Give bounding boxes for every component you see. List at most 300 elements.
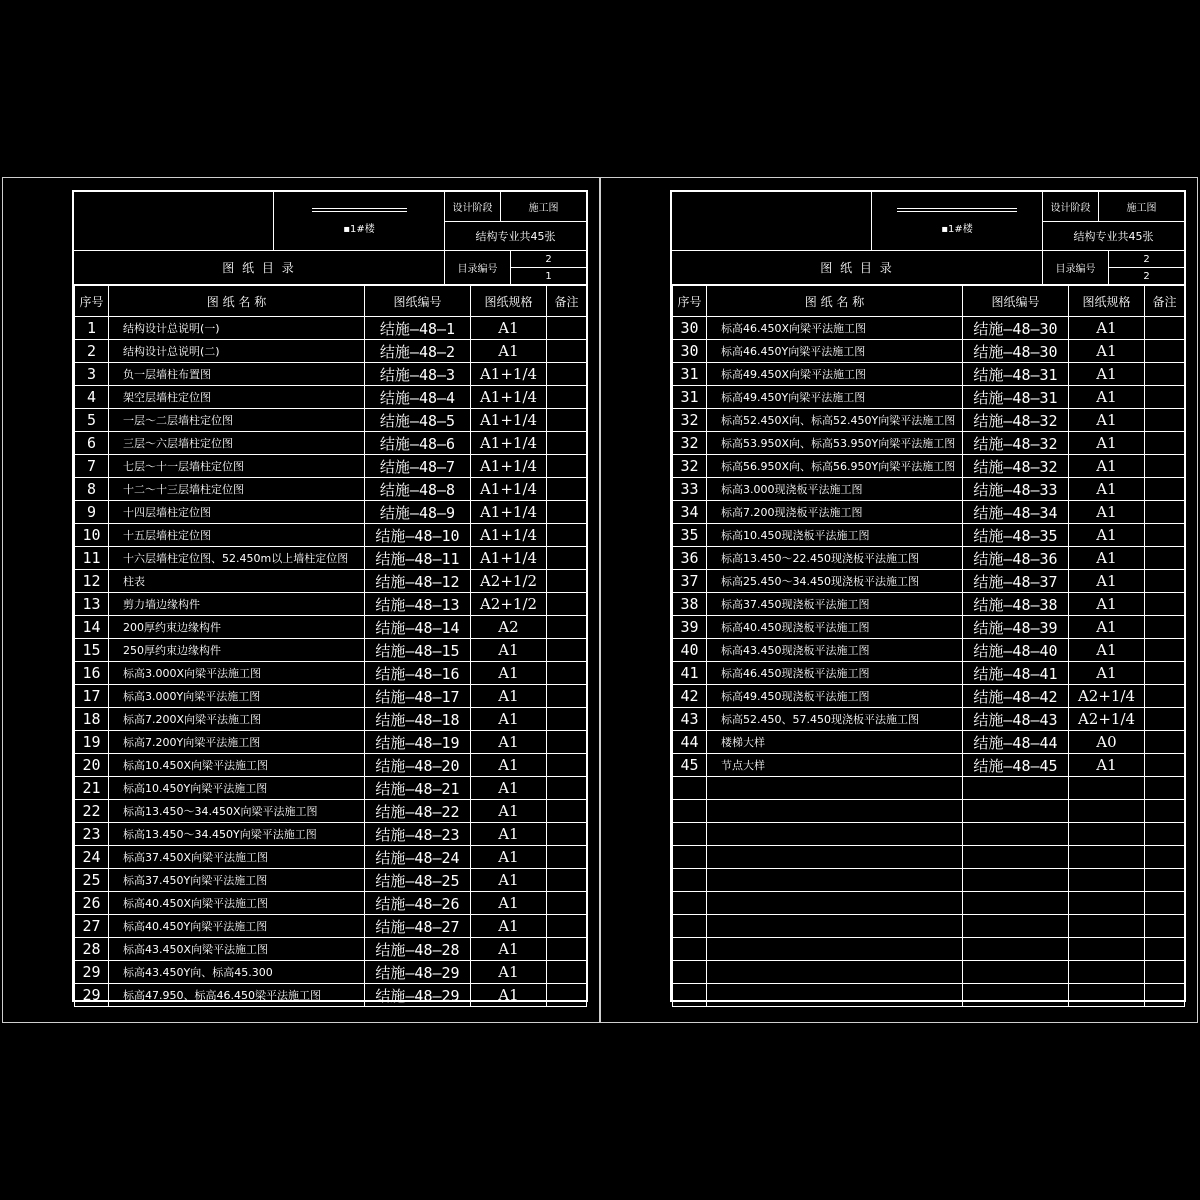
table-row [75,317,587,340]
row-number: 结施—48—23 [365,823,471,846]
row-name [707,892,963,915]
row-spec: A1 [471,317,547,340]
project-underline [897,208,1017,212]
row-number: 结施—48—12 [365,570,471,593]
row-number: 结施—48—1 [365,317,471,340]
table-header [673,286,1185,317]
row-spec: A2+1/4 [1069,685,1145,708]
row-seq: 33 [673,478,707,501]
row-seq: 26 [75,892,109,915]
row-remark [1145,915,1185,938]
table-row [673,823,1185,846]
row-spec: A1 [1069,593,1145,616]
table-row [673,846,1185,869]
table-row [673,685,1185,708]
row-spec [1069,915,1145,938]
table-row [673,777,1185,800]
table-row [75,846,587,869]
table-row [75,363,587,386]
row-seq: 40 [673,639,707,662]
row-name: 标高37.450Y向梁平法施工图 [109,869,365,892]
row-name: 标高3.000现浇板平法施工图 [707,478,963,501]
row-seq: 37 [673,570,707,593]
col-name: 图 纸 名 称 [109,286,365,317]
table-row [673,409,1185,432]
row-remark [1145,478,1185,501]
row-spec [1069,846,1145,869]
row-seq: 32 [673,455,707,478]
row-seq: 39 [673,616,707,639]
row-name: 标高7.200Y向梁平法施工图 [109,731,365,754]
row-name: 标高52.450、57.450现浇板平法施工图 [707,708,963,731]
table-row [673,524,1185,547]
row-name: 结构设计总说明(二) [109,340,365,363]
catalog-no-label: 目录编号 [444,251,510,284]
row-seq: 3 [75,363,109,386]
row-spec [1069,823,1145,846]
catalog-table [74,285,587,1007]
row-name [707,777,963,800]
catalog-page-total: 2 [510,251,586,267]
catalog-page-no: 1 [510,267,586,284]
row-remark [1145,363,1185,386]
col-number: 图纸编号 [365,286,471,317]
row-name: 250厚约束边缘构件 [109,639,365,662]
table-row [673,455,1185,478]
row-name: 标高40.450Y向梁平法施工图 [109,915,365,938]
row-number: 结施—48—37 [963,570,1069,593]
row-seq: 36 [673,547,707,570]
row-number [963,961,1069,984]
row-name: 标高40.450X向梁平法施工图 [109,892,365,915]
row-name [707,938,963,961]
table-row [75,386,587,409]
row-spec: A2+1/2 [471,593,547,616]
row-spec [1069,777,1145,800]
col-spec: 图纸规格 [471,286,547,317]
row-name: 节点大样 [707,754,963,777]
row-remark [547,432,587,455]
row-remark [547,662,587,685]
row-spec: A1 [1069,409,1145,432]
row-spec: A1 [471,823,547,846]
row-seq: 34 [673,501,707,524]
row-remark [1145,961,1185,984]
table-row [75,892,587,915]
row-spec: A1+1/4 [471,386,547,409]
catalog-page-total: 2 [1108,251,1184,267]
table-row [673,432,1185,455]
table-row [75,961,587,984]
table-row [75,823,587,846]
table-row [673,616,1185,639]
row-seq: 15 [75,639,109,662]
table-row [673,892,1185,915]
row-spec: A1 [1069,501,1145,524]
row-name: 标高3.000Y向梁平法施工图 [109,685,365,708]
row-number: 结施—48—18 [365,708,471,731]
row-seq [673,823,707,846]
row-name [707,915,963,938]
row-number: 结施—48—29 [365,984,471,1007]
row-name: 标高43.450Y向、标高45.300 [109,961,365,984]
row-number: 结施—48—26 [365,892,471,915]
table-row [75,570,587,593]
row-name: 十四层墙柱定位图 [109,501,365,524]
table-row [75,455,587,478]
row-number: 结施—48—16 [365,662,471,685]
row-number: 结施—48—5 [365,409,471,432]
stage-label: 设计阶段 [444,192,500,221]
row-number: 结施—48—22 [365,800,471,823]
row-number [963,777,1069,800]
row-spec [1069,800,1145,823]
table-row [75,708,587,731]
row-remark [1145,455,1185,478]
row-remark [1145,892,1185,915]
row-remark [1145,409,1185,432]
row-remark [1145,639,1185,662]
row-spec: A1 [1069,317,1145,340]
title-block [672,192,1184,251]
table-row [673,984,1185,1007]
row-number: 结施—48—11 [365,547,471,570]
row-seq: 25 [75,869,109,892]
row-seq: 45 [673,754,707,777]
row-number: 结施—48—3 [365,363,471,386]
row-remark [547,915,587,938]
row-name: 标高37.450现浇板平法施工图 [707,593,963,616]
row-number: 结施—48—43 [963,708,1069,731]
table-row [673,800,1185,823]
row-number: 结施—48—39 [963,616,1069,639]
table-row [75,524,587,547]
row-seq: 28 [75,938,109,961]
row-seq: 9 [75,501,109,524]
row-spec: A1 [471,685,547,708]
row-spec [1069,961,1145,984]
title-block [74,192,586,251]
row-number: 结施—48—21 [365,777,471,800]
table-row [75,501,587,524]
row-name: 架空层墙柱定位图 [109,386,365,409]
row-remark [1145,800,1185,823]
row-remark [547,317,587,340]
row-remark [547,478,587,501]
total-count: 结构专业共45张 [1042,221,1184,250]
row-remark [547,823,587,846]
row-name: 标高13.450～34.450Y向梁平法施工图 [109,823,365,846]
row-remark [1145,432,1185,455]
row-spec: A1 [1069,662,1145,685]
project-cell [274,192,444,250]
row-seq: 2 [75,340,109,363]
table-row [673,570,1185,593]
row-spec: A1 [1069,570,1145,593]
table-row [673,593,1185,616]
row-number: 结施—48—32 [963,432,1069,455]
row-number: 结施—48—28 [365,938,471,961]
row-seq: 19 [75,731,109,754]
row-spec: A1 [471,869,547,892]
row-spec: A1 [1069,478,1145,501]
row-remark [547,777,587,800]
row-name: 楼梯大样 [707,731,963,754]
row-number: 结施—48—44 [963,731,1069,754]
project-name: ▪1#楼 [941,223,973,235]
row-remark [547,731,587,754]
project-underline [312,208,407,212]
row-name: 标高13.450～22.450现浇板平法施工图 [707,547,963,570]
col-number: 图纸编号 [963,286,1069,317]
table-row [75,662,587,685]
row-name: 标高43.450现浇板平法施工图 [707,639,963,662]
row-seq: 12 [75,570,109,593]
row-spec: A1+1/4 [471,547,547,570]
row-name: 一层～二层墙柱定位图 [109,409,365,432]
table-row [75,409,587,432]
row-name: 标高10.450Y向梁平法施工图 [109,777,365,800]
row-spec: A1+1/4 [471,363,547,386]
row-spec: A1 [1069,363,1145,386]
row-remark [547,961,587,984]
row-seq: 22 [75,800,109,823]
row-seq: 32 [673,409,707,432]
row-number [963,915,1069,938]
row-name: 七层～十一层墙柱定位图 [109,455,365,478]
row-seq: 35 [673,524,707,547]
row-remark [1145,547,1185,570]
row-remark [1145,662,1185,685]
table-row [673,869,1185,892]
table-row [673,754,1185,777]
table-row [75,478,587,501]
row-seq: 4 [75,386,109,409]
row-number: 结施—48—38 [963,593,1069,616]
table-row [75,639,587,662]
row-remark [1145,869,1185,892]
row-remark [547,547,587,570]
row-number: 结施—48—41 [963,662,1069,685]
row-spec: A2+1/2 [471,570,547,593]
row-seq: 6 [75,432,109,455]
row-seq: 44 [673,731,707,754]
row-number: 结施—48—13 [365,593,471,616]
table-row [673,662,1185,685]
stage-value: 施工图 [500,192,586,221]
catalog-no-label: 目录编号 [1042,251,1108,284]
col-seq: 序号 [673,286,707,317]
row-name [707,869,963,892]
row-number: 结施—48—36 [963,547,1069,570]
row-number [963,869,1069,892]
row-spec: A1+1/4 [471,478,547,501]
row-name: 标高47.950、标高46.450梁平法施工图 [109,984,365,1007]
col-remark: 备注 [547,286,587,317]
row-seq: 30 [673,317,707,340]
row-spec: A1 [471,800,547,823]
row-number: 结施—48—40 [963,639,1069,662]
row-name: 标高56.950X向、标高56.950Y向梁平法施工图 [707,455,963,478]
row-spec: A1 [471,639,547,662]
row-seq: 42 [673,685,707,708]
table-row [75,547,587,570]
row-number: 结施—48—35 [963,524,1069,547]
row-number: 结施—48—2 [365,340,471,363]
row-spec [1069,869,1145,892]
row-remark [1145,708,1185,731]
row-remark [547,984,587,1007]
row-number: 结施—48—30 [963,340,1069,363]
row-spec: A1+1/4 [471,455,547,478]
table-row [673,340,1185,363]
row-name: 标高10.450X向梁平法施工图 [109,754,365,777]
catalog-title-row [74,251,586,285]
row-spec: A2 [471,616,547,639]
row-seq [673,961,707,984]
table-row [673,938,1185,961]
catalog-sheet-2 [670,190,1186,1002]
row-seq: 17 [75,685,109,708]
row-name: 标高3.000X向梁平法施工图 [109,662,365,685]
row-spec: A1 [471,340,547,363]
row-spec: A1 [471,984,547,1007]
row-remark [1145,593,1185,616]
row-spec: A1 [1069,639,1145,662]
row-remark [547,593,587,616]
row-spec: A1+1/4 [471,524,547,547]
row-seq: 20 [75,754,109,777]
row-name: 剪力墙边缘构件 [109,593,365,616]
row-number: 结施—48—10 [365,524,471,547]
row-remark [1145,501,1185,524]
row-remark [1145,846,1185,869]
row-seq: 1 [75,317,109,340]
table-row [673,386,1185,409]
table-row [75,685,587,708]
row-spec: A1 [471,754,547,777]
project-name: ▪1#楼 [343,223,375,235]
row-seq: 31 [673,363,707,386]
row-name: 标高53.950X向、标高53.950Y向梁平法施工图 [707,432,963,455]
row-remark [1145,823,1185,846]
row-name: 柱表 [109,570,365,593]
row-seq: 30 [673,340,707,363]
row-seq: 27 [75,915,109,938]
col-name: 图 纸 名 称 [707,286,963,317]
row-number [963,846,1069,869]
row-seq: 38 [673,593,707,616]
blank-cell [74,192,274,250]
row-seq: 41 [673,662,707,685]
row-spec: A1+1/4 [471,432,547,455]
row-number: 结施—48—30 [963,317,1069,340]
row-number [963,892,1069,915]
row-remark [1145,340,1185,363]
row-name: 标高7.200X向梁平法施工图 [109,708,365,731]
row-remark [547,754,587,777]
row-name [707,800,963,823]
row-number: 结施—48—34 [963,501,1069,524]
row-name: 标高46.450Y向梁平法施工图 [707,340,963,363]
table-row [673,317,1185,340]
row-number: 结施—48—4 [365,386,471,409]
row-number: 结施—48—32 [963,409,1069,432]
row-number: 结施—48—42 [963,685,1069,708]
row-remark [547,869,587,892]
row-name [707,961,963,984]
stage-label: 设计阶段 [1042,192,1098,221]
table-body [75,317,587,1007]
row-remark [547,570,587,593]
table-row [75,731,587,754]
row-seq [673,869,707,892]
table-header [75,286,587,317]
table-row [673,639,1185,662]
row-seq: 14 [75,616,109,639]
row-spec: A1 [471,708,547,731]
row-spec: A0 [1069,731,1145,754]
row-remark [547,708,587,731]
table-row [75,915,587,938]
row-name: 负一层墙柱布置图 [109,363,365,386]
row-number: 结施—48—15 [365,639,471,662]
row-seq: 13 [75,593,109,616]
row-seq: 5 [75,409,109,432]
row-seq [673,938,707,961]
catalog-page-no: 2 [1108,267,1184,284]
table-row [673,363,1185,386]
table-row [75,593,587,616]
row-spec: A1 [1069,455,1145,478]
row-number: 结施—48—17 [365,685,471,708]
row-seq: 29 [75,961,109,984]
row-seq [673,777,707,800]
row-seq: 18 [75,708,109,731]
row-remark [1145,685,1185,708]
row-remark [547,800,587,823]
table-row [673,708,1185,731]
row-number: 结施—48—20 [365,754,471,777]
row-remark [1145,317,1185,340]
row-number: 结施—48—7 [365,455,471,478]
table-row [75,777,587,800]
row-spec: A1 [471,938,547,961]
row-name [707,846,963,869]
row-seq [673,984,707,1007]
row-remark [1145,984,1185,1007]
row-remark [547,455,587,478]
row-seq [673,892,707,915]
row-name: 标高46.450现浇板平法施工图 [707,662,963,685]
row-remark [547,892,587,915]
row-name: 标高13.450～34.450X向梁平法施工图 [109,800,365,823]
row-spec: A1 [471,662,547,685]
row-name: 标高40.450现浇板平法施工图 [707,616,963,639]
table-row [673,478,1185,501]
table-row [75,616,587,639]
row-remark [547,616,587,639]
row-spec [1069,938,1145,961]
row-number: 结施—48—45 [963,754,1069,777]
row-seq: 16 [75,662,109,685]
row-remark [547,501,587,524]
row-name: 十二～十三层墙柱定位图 [109,478,365,501]
row-spec: A1 [471,777,547,800]
catalog-title-row [672,251,1184,285]
row-spec: A2+1/4 [1069,708,1145,731]
row-spec [1069,892,1145,915]
